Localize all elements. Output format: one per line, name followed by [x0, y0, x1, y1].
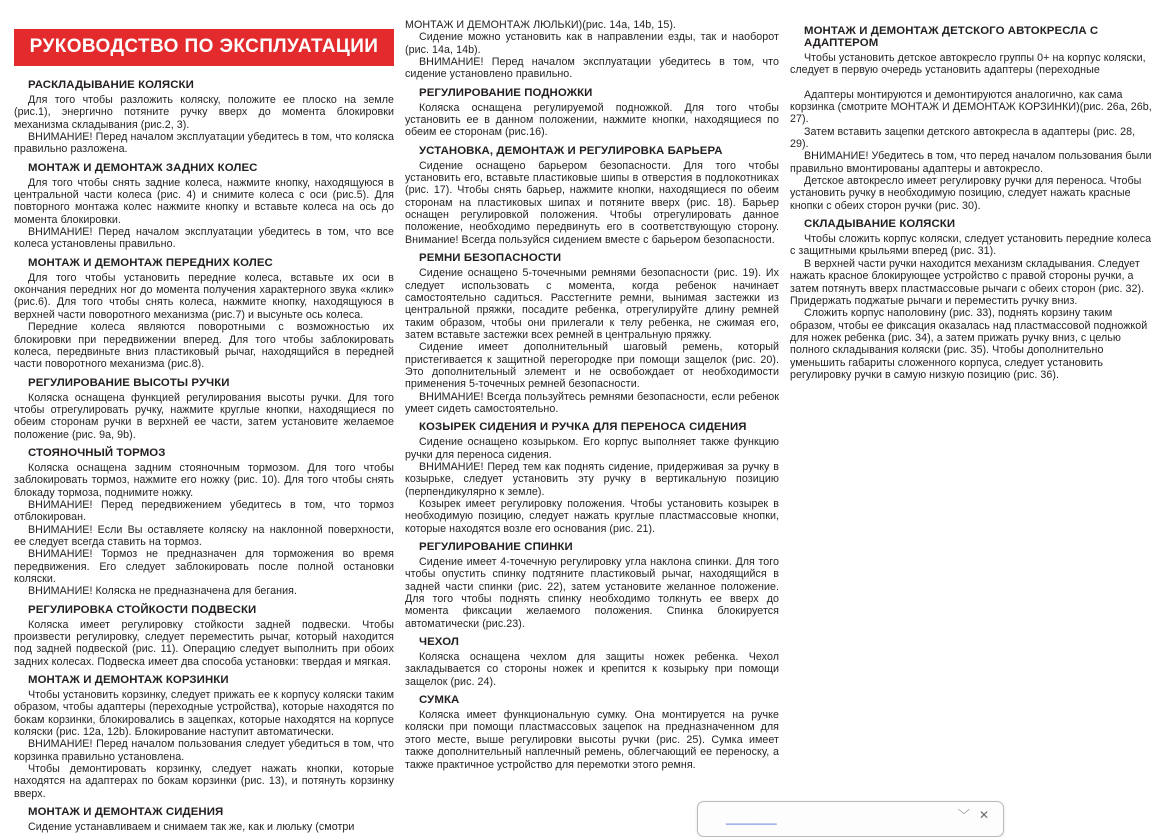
paragraph: Детское автокресло имеет регулировку ручки для переноса. Чтобы установить ручку в необходимую позицию, следует нажать красные кнопки с обеих сторон ручки (рис. 30). [790, 175, 1142, 212]
paragraph: ВНИМАНИЕ! Перед передвижением убедитесь в том, что тормоз отблокирован. [14, 498, 394, 524]
section-heading: СКЛАДЫВАНИЕ КОЛЯСКИ [804, 218, 956, 231]
paragraph: ВНИМАНИЕ! Тормоз не предназначен для торможения во время передвижения. Его следует заблокировать после полной остановки коляски. [14, 548, 394, 585]
paragraph: Коляска оснащена регулируемой подножкой. Для того чтобы установить ее в данном положении, нажмите кнопки, находящиеся по обеим ее сторонам (рис.16). [405, 101, 779, 139]
section-heading: ЧЕХОЛ [419, 636, 459, 649]
column-left [14, 19, 394, 834]
paragraph: Сидение оснащено 5-точечными ремнями безопасности (рис. 19). Их следует использовать с момента, когда ребенок начинает самостоятельно садиться. Расстегните ремни, вынимая застежки из центральной пряжки, посадите ребенка, отрегулируйте длину ремней таким образом, чтобы они прилегали к телу ребенка, не сжимая его, затем вставьте застежки всех ремней в центральную пряжку. [405, 267, 779, 341]
close-icon[interactable]: ✕ [978, 808, 989, 822]
section-heading: КОЗЫРЕК СИДЕНИЯ И РУЧКА ДЛЯ ПЕРЕНОСА СИДЕНИЯ [419, 421, 747, 434]
truncated-link-text[interactable]: _______ [726, 810, 777, 825]
paragraph: ВНИМАНИЕ! Перед началом эксплуатации убедитесь в том, что коляска правильно разложена. [14, 131, 394, 156]
column-middle [405, 19, 779, 834]
paragraph: ВНИМАНИЕ! Если Вы оставляете коляску на наклонной поверхности, ее следует всегда ставить на тормоз. [14, 523, 394, 548]
paragraph: Сидение оснащено козырьком. Его корпус выполняет также функцию ручки для переноса сидения. [405, 436, 779, 461]
paragraph: Козырек имеет регулировку положения. Чтобы установить козырек в необходимую позицию, следует нажать круглые пластмассовые кнопки, которые находятся возле его основания (рис. 21). [405, 498, 779, 535]
section-heading: МОНТАЖ И ДЕМОНТАЖ СИДЕНИЯ [28, 806, 224, 819]
paragraph: Для того чтобы разложить коляску, положите ее плоско на земле (рис.1), энергично потяните ручку вверх до момента блокировки механизма складывания (рис.2, 3). [14, 94, 394, 131]
section-heading: МОНТАЖ И ДЕМОНТАЖ ДЕТСКОГО АВТОКРЕСЛА С АДАПТЕРОМ [804, 25, 1099, 49]
paragraph: ВНИМАНИЕ! Перед началом эксплуатации убедитесь в том, что сидение установлено правильно. [405, 56, 779, 81]
paragraph: Коляска имеет регулировку стойкости задней подвески. Чтобы произвести регулировку, следует переместить рычаг, который находится под задней подвеской (рис. 11). Операцию следует выполнить при обоих задних колесах. Подвеска имеет два способа установки: твердая и мягкая. [14, 618, 394, 668]
paragraph: Для того чтобы установить передние колеса, вставьте их оси в окончания передних ног до момента получения характерного звука «клик» (рис.6). Для того чтобы снять колеса, нажмите кнопку, находящуюся в верхней части поворотного механизма (рис.7) и высуньте ось колеса. [14, 271, 394, 321]
paragraph: Сидение имеет дополнительный шаговый ремень, который пристегивается к защитной перегородке при помощи защелок (рис. 20). Это дополнительный элемент и не освобождает от необходимости применения 5-точечных ремней безопасности. [405, 341, 779, 391]
paragraph: ВНИМАНИЕ! Коляска не предназначена для бегания. [28, 585, 297, 598]
paragraph: Сидение устанавливаем и снимаем так же, как и люльку (смотри [28, 821, 355, 834]
paragraph: Чтобы сложить корпус коляски, следует установить передние колеса с защитными крыльями вперед (рис. 31). [790, 233, 1152, 258]
partial-popup[interactable] [697, 801, 1004, 837]
paragraph: Коляска оснащена задним стояночным тормозом. Для того чтобы заблокировать тормоз, нажмите его ножку (рис. 10). Для того чтобы снять блокаду тормоза, поднимите ножку. [14, 461, 394, 499]
section-heading: РЕГУЛИРОВАНИЕ СПИНКИ [419, 541, 573, 554]
paragraph: ВНИМАНИЕ! Перед началом эксплуатации убедитесь в том, что все колеса установлены правильно. [14, 226, 394, 251]
column-right [790, 19, 1156, 834]
section-heading: РЕГУЛИРОВАНИЕ ПОДНОЖКИ [419, 86, 593, 99]
section-heading: РАСКЛАДЫВАНИЕ КОЛЯСКИ [28, 79, 194, 91]
section-heading: МОНТАЖ И ДЕМОНТАЖ ЗАДНИХ КОЛЕС [28, 161, 258, 174]
section-heading: РЕГУЛИРОВКА СТОЙКОСТИ ПОДВЕСКИ [28, 603, 257, 616]
paragraph: Для того чтобы снять задние колеса, нажмите кнопку, находящуюся в центральной части колеса (рис. 4) и снимите колеса с оси (рис.5). Для повторного монтажа колес нажмите кнопку и вставьте колеса на ось до момента блокировки. [14, 176, 394, 226]
section-heading: МОНТАЖ И ДЕМОНТАЖ ПЕРЕДНИХ КОЛЕС [28, 256, 273, 269]
paragraph: Сидение можно установить как в направлении езды, так и наоборот (рис. 14a, 14b). [405, 31, 779, 56]
paragraph: Сидение имеет 4-точечную регулировку угла наклона спинки. Для того чтобы опустить спинку подтяните пластиковый рычаг, находящийся в задней части спинки (рис. 22), затем установите желанное положение. Для того чтобы поднять спинку необходимо толкнуть ее вверх до момента фиксации желаемого положения. Спинка блокируется автоматически (рис.23). [405, 556, 779, 630]
paragraph: Сложить корпус наполовину (рис. 33), поднять корзину таким образом, чтобы ее фиксация оказалась над пластмассовой подножкой для ножек ребенка (рис. 34), а затем прижать ручку вниз, с целью полного складывания коляски (рис. 35). Чтобы дополнительно уменьшить габариты сложенного корпуса, следует установить регулировку ручки в самую низкую позицию (рис. 36). [790, 307, 1148, 381]
paragraph: ВНИМАНИЕ! Перед началом пользования следует убедиться в том, что корзинка правильно установлена. [14, 738, 394, 763]
paragraph: ВНИМАНИЕ! Перед тем как поднять сидение, придерживая за ручку в козырьке, следует установить эту ручку в вертикальную позицию (перпендикулярно к земле). [405, 460, 779, 498]
section-heading: СУМКА [419, 694, 460, 707]
paragraph: Передние колеса являются поворотными с возможностью их блокировки при передвижении вперед. Для того чтобы заблокировать колеса, передвиньте вниз пластиковый рычаг, находящийся в передней части поворотного механизма (рис.8). [14, 321, 394, 371]
page-title: РУКОВОДСТВО ПО ЭКСПЛУАТАЦИИ [14, 29, 394, 66]
paragraph: Чтобы установить корзинку, следует прижать ее к корпусу коляски таким образом, чтобы адаптеры (переходные устройства), которые находятся по бокам корзинки, блокировались в зацепках, которые находятся на корпусе коляски (рис. 12a, 12b). Блокирование наступит автоматически. [14, 689, 394, 739]
paragraph: МОНТАЖ И ДЕМОНТАЖ ЛЮЛЬКИ)(рис. 14a, 14b, 15). [405, 19, 676, 31]
section-heading: РЕГУЛИРОВАНИЕ ВЫСОТЫ РУЧКИ [28, 376, 230, 389]
paragraph: Коляска оснащена чехлом для защиты ножек ребенка. Чехол закладывается со стороны ножек и крепится к козырьку при помощи защелок (рис. 24). [405, 651, 779, 688]
paragraph: В верхней части ручки находится механизм складывания. Следует нажать красное блокирующее устройство с правой стороны ручки, а затем потянуть вверх пластмассовые рычаги с обеих сторон (рис. 32). Придержать поджатые рычаги и переместить ручку вниз. [790, 257, 1145, 307]
paragraph: Затем вставить зацепки детского автокресла в адаптеры (рис. 28, 29). [790, 125, 1136, 151]
paragraph: Сидение оснащено барьером безопасности. Для того чтобы установить его, вставьте пластиковые шипы в отверстия в подлокотниках (рис. 17). Чтобы снять барьер, нажмите кнопки, находящиеся по обеим сторонам на пластиковых шипах и потяните вверх (рис. 18). Барьер оснащен регулировкой положения. Чтобы отрегулировать данное положение, необходимо передвинуть его в соответствующую сторону. Внимание! Всегда пользуйся сидением вместе с барьером безопасности. [405, 159, 779, 246]
section-heading: УСТАНОВКА, ДЕМОНТАЖ И РЕГУЛИРОВКА БАРЬЕРА [419, 144, 723, 157]
spacer [790, 77, 1156, 89]
paragraph: Коляска оснащена функцией регулирования высоты ручки. Для того чтобы отрегулировать ручку, нажмите круглые кнопки, находящиеся по обеим сторонам ручки в верхней ее части, затем установите желаемое положение (рис. 9a, 9b). [14, 391, 394, 441]
section-heading: РЕМНИ БЕЗОПАСНОСТИ [419, 252, 562, 265]
section-heading: МОНТАЖ И ДЕМОНТАЖ КОРЗИНКИ [28, 674, 229, 687]
chevron-down-icon[interactable]: ﹀ [957, 808, 970, 822]
paragraph: Адаптеры монтируются и демонтируются аналогично, как сама корзинка (смотрите МОНТАЖ И ДЕМОНТАЖ КОРЗИНКИ)(рис. 26a, 26b, 27). [790, 88, 1152, 126]
popup-icon-group [957, 808, 989, 822]
paragraph: ВНИМАНИЕ! Всегда пользуйтесь ремнями безопасности, если ребенок умеет сидеть самостоятельно. [405, 390, 779, 415]
paragraph: Чтобы установить детское автокресло группы 0+ на корпус коляски, следует в первую очередь установить адаптеры (переходные [790, 52, 1146, 77]
paragraph: Коляска имеет функциональную сумку. Она монтируется на ручке коляски при помощи пластмассовых зацепок на предназначенном для этого месте, выше регулировки высоты ручки (рис. 25). Сумка имеет также дополнительный наплечный ремень, облегчающий ее переноску, а также практичное устройство для перемотки этого ремня. [405, 709, 779, 771]
section-heading: СТОЯНОЧНЫЙ ТОРМОЗ [28, 446, 166, 459]
paragraph: Чтобы демонтировать корзинку, следует нажать кнопки, которые находятся на адаптерах по бокам корзинки (рис. 13), и потянуть корзинку вверх. [14, 763, 394, 800]
paragraph: ВНИМАНИЕ! Убедитесь в том, что перед началом пользования были правильно вмонтированы адаптеры и автокресло. [790, 150, 1152, 175]
